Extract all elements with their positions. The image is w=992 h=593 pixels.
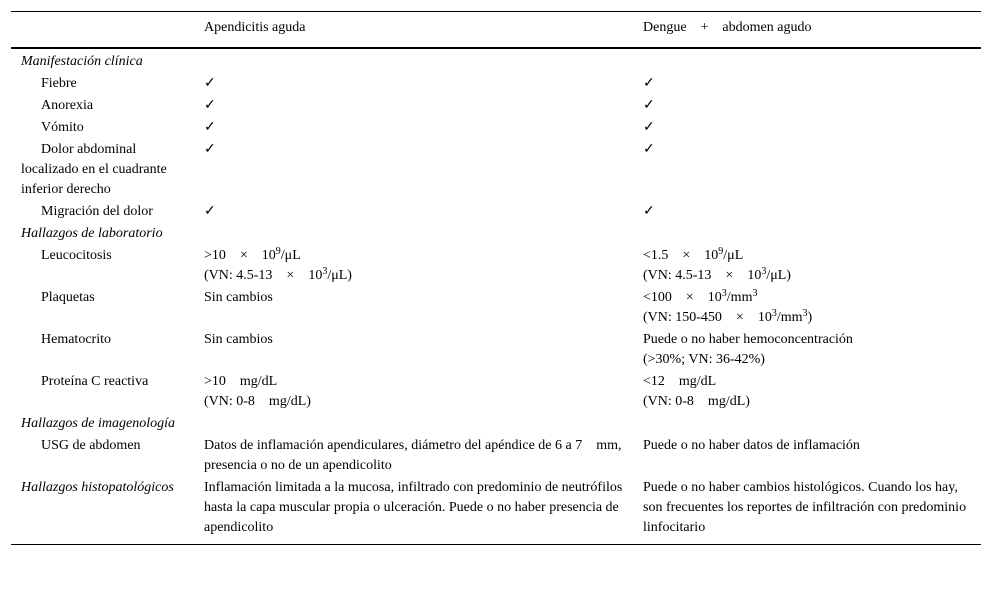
value-cell: Puede o no haber cambios histológicos. Cuando los hay, son frecuentes los reportes de infiltración con predominio linfocitario xyxy=(643,480,967,535)
header-dengue: Dengue + abdomen agudo xyxy=(633,12,981,49)
value-cell: Inflamación limitada a la mucosa, infiltrado con predominio de neutrófilos hasta la capa muscular propia o ulceración. Puede o no haber presencia de apendicolito xyxy=(204,480,623,535)
value-cell: Sin cambios xyxy=(204,290,273,305)
value-line: Puede o no haber hemoconcentración xyxy=(643,332,853,347)
value-cell: Datos de inflamación apendiculares, diámetro del apéndice de 6 a 7 mm, presencia o no de un apendicolito xyxy=(204,438,622,473)
row-label: Fiebre xyxy=(41,76,77,91)
section-row xyxy=(11,413,981,435)
value-line: <100 × $10^3/mm^3$ xyxy=(643,288,758,305)
check-mark: ✓ xyxy=(643,204,655,219)
check-mark: ✓ xyxy=(204,204,216,219)
value-line: <12 mg/dL xyxy=(643,374,717,389)
value-cell xyxy=(194,245,633,287)
section-row xyxy=(11,223,981,245)
check-mark: ✓ xyxy=(204,76,216,91)
check-mark: ✓ xyxy=(204,98,216,113)
value-cell: Puede o no haber datos de inflamación xyxy=(643,438,860,453)
check-mark: ✓ xyxy=(204,142,216,157)
table-row xyxy=(11,287,981,329)
row-label: Hematocrito xyxy=(41,332,111,347)
value-line: >10 × $10^9/\mu L$ xyxy=(204,246,301,263)
reference-line: (VN: 0-8 mg/dL) xyxy=(643,394,750,409)
table-row xyxy=(11,201,981,223)
section-row xyxy=(11,48,981,73)
check-mark: ✓ xyxy=(643,98,655,113)
check-mark: ✓ xyxy=(643,76,655,91)
reference-line: (VN: 0-8 mg/dL) xyxy=(204,394,311,409)
row-label: Plaquetas xyxy=(41,290,95,305)
section-clinical: Manifestación clínica xyxy=(21,54,143,69)
row-label: Anorexia xyxy=(41,98,94,113)
check-mark: ✓ xyxy=(643,120,655,135)
comparison-table xyxy=(11,11,981,545)
table-row xyxy=(11,477,981,545)
table-row xyxy=(11,245,981,287)
reference-line: (VN: 4.5-13 × $10^3/\mu L$) xyxy=(643,266,791,283)
table-row xyxy=(11,435,981,477)
reference-line: (VN: 4.5-13 × $10^3/\mu L$) xyxy=(204,266,352,283)
header-apendicitis: Apendicitis aguda xyxy=(194,12,633,49)
table-row xyxy=(11,73,981,95)
row-label: Migración del dolor xyxy=(41,204,153,219)
row-label: USG de abdomen xyxy=(41,438,141,453)
row-label: Proteína C reactiva xyxy=(41,374,149,389)
value-cell xyxy=(633,329,981,371)
reference-line: (>30%; VN: 36-42%) xyxy=(643,352,765,367)
value-cell xyxy=(194,371,633,413)
reference-line: (VN: 150-450 × $10^3/mm^3$) xyxy=(643,308,813,325)
header-row xyxy=(11,12,981,49)
table-row xyxy=(11,139,981,201)
table-row xyxy=(11,371,981,413)
value-cell xyxy=(633,371,981,413)
row-label: Leucocitosis xyxy=(41,248,112,263)
table-row xyxy=(11,329,981,371)
row-label: Dolor abdominal localizado en el cuadrante inferior derecho xyxy=(21,142,167,197)
value-line: >10 mg/dL xyxy=(204,374,278,389)
value-cell xyxy=(633,287,981,329)
section-lab: Hallazgos de laboratorio xyxy=(21,226,163,241)
check-mark: ✓ xyxy=(204,120,216,135)
value-line: <1.5 × $10^9/\mu L$ xyxy=(643,246,744,263)
table-row xyxy=(11,117,981,139)
section-histo: Hallazgos histopatológicos xyxy=(21,480,174,495)
check-mark: ✓ xyxy=(643,142,655,157)
value-cell: Sin cambios xyxy=(204,332,273,347)
table-row xyxy=(11,95,981,117)
section-imaging: Hallazgos de imagenología xyxy=(21,416,175,431)
value-cell xyxy=(633,245,981,287)
row-label: Vómito xyxy=(41,120,84,135)
header-empty xyxy=(11,12,194,49)
